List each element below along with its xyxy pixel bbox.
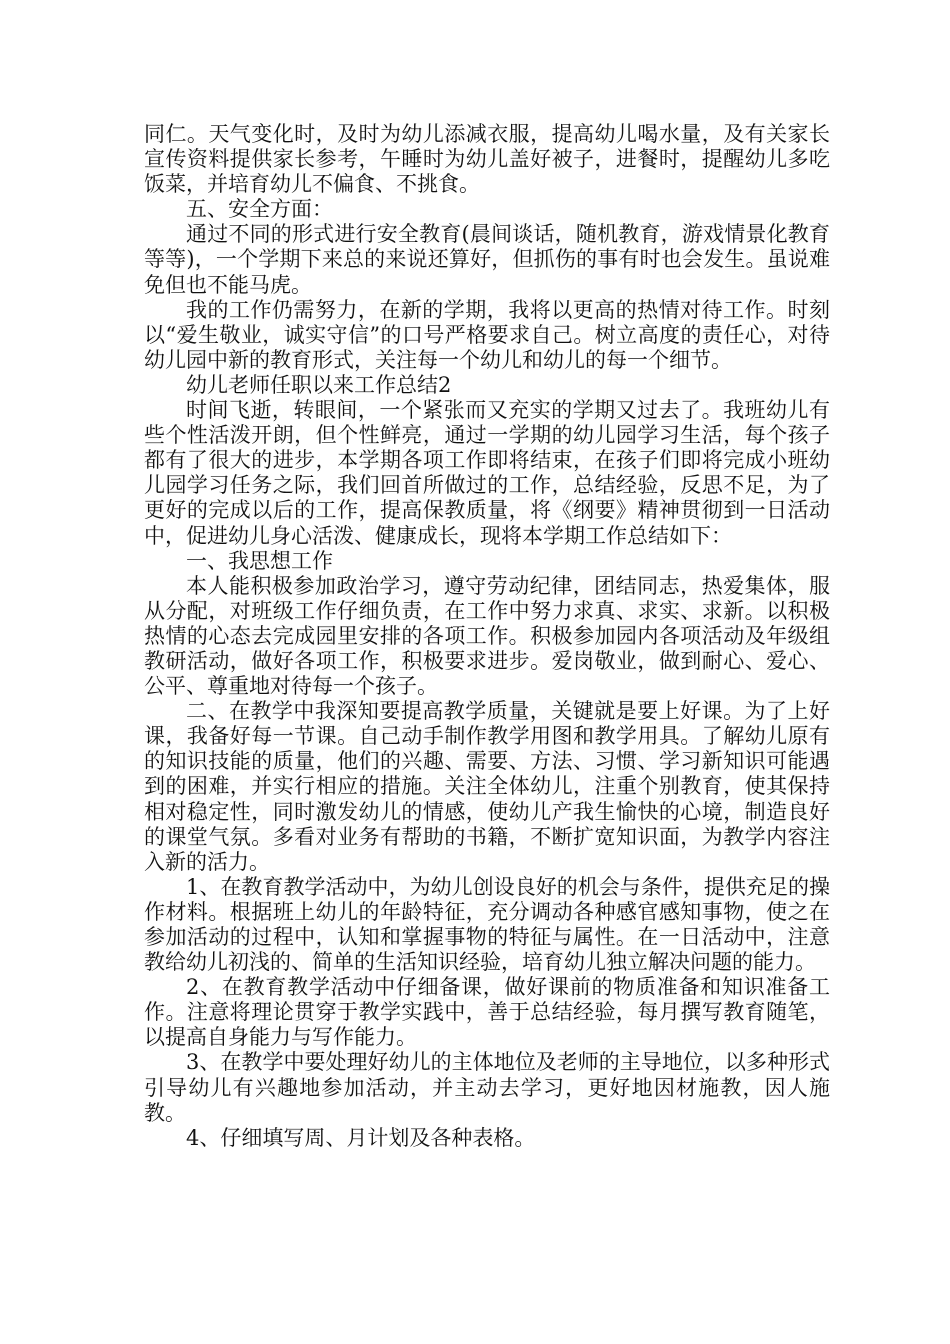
paragraph: 我的工作仍需努力，在新的学期，我将以更高的热情对待工作。时刻以“爱生敬业，诚实守信”的口号严格要求自己。树立高度的责任心，对待幼儿园中新的教育形式，关注每一个幼儿和幼儿的每一个细节。 — [144, 297, 830, 372]
section-heading: 一、我思想工作 — [186, 548, 333, 573]
paragraph: 2、在教育教学活动中仔细备课，做好课前的物质准备和知识准备工作。注意将理论贯穿于教学实践中，善于总结经验，每月撰写教育随笔，以提高自身能力与写作能力。 — [144, 975, 830, 1050]
paragraph: 通过不同的形式进行安全教育(晨间谈话，随机教育，游戏情景化教育等等)，一个学期下来总的来说还算好，但抓伤的事有时也会发生。虽说难免但也不能马虎。 — [144, 222, 830, 297]
paragraph: 二、在教学中我深知要提高教学质量，关键就是要上好课。为了上好课，我备好每一节课。自己动手制作教学用图和教学用具。了解幼儿原有的知识技能的质量，他们的兴趣、需要、方法、习惯、学习新知识可能遇到的困难，并实行相应的措施。关注全体幼儿，注重个别教育，使其保持相对稳定性，同时激发幼儿的情感，使幼儿产我生愉快的心境，制造良好的课堂气氛。多看对业务有帮助的书籍，不断扩宽知识面，为教学内容注入新的活力。 — [144, 699, 830, 874]
paragraph: 1、在教育教学活动中，为幼儿创设良好的机会与条件，提供充足的操作材料。根据班上幼儿的年龄特征，充分调动各种感官感知事物，使之在参加活动的过程中，认知和掌握事物的特征与属性。在一日活动中，注意教给幼儿初浅的、简单的生活知识经验，培育幼儿独立解决问题的能力。 — [144, 874, 830, 975]
paragraph: 3、在教学中要处理好幼儿的主体地位及老师的主导地位，以多种形式引导幼儿有兴趣地参加活动，并主动去学习，更好地因材施教，因人施教。 — [144, 1050, 830, 1125]
document-body — [144, 122, 830, 1151]
paragraph: 时间飞逝，转眼间，一个紧张而又充实的学期又过去了。我班幼儿有些个性活泼开朗，但个性鲜亮，通过一学期的幼儿园学习生活，每个孩子都有了很大的进步，本学期各项工作即将结束，在孩子们即将完成小班幼儿园学习任务之际，我们回首所做过的工作，总结经验，反思不足，为了更好的完成以后的工作，提高保教质量，将《纲要》精神贯彻到一日活动中，促进幼儿身心活泼、健康成长，现将本学期工作总结如下： — [144, 398, 830, 548]
paragraph: 本人能积极参加政治学习，遵守劳动纪律，团结同志，热爱集体，服从分配，对班级工作仔细负责，在工作中努力求真、求实、求新。以积极热情的心态去完成园里安排的各项工作。积极参加园内各项活动及年级组教研活动，做好各项工作，积极要求进步。爱岗敬业，做到耐心、爱心、公平、尊重地对待每一个孩子。 — [144, 573, 830, 699]
section-heading: 幼儿老师任职以来工作总结2 — [186, 372, 452, 397]
paragraph: 同仁。天气变化时，及时为幼儿添减衣服，提高幼儿喝水量，及有关家长宣传资料提供家长参考，午睡时为幼儿盖好被子，进餐时，提醒幼儿多吃饭菜，并培育幼儿不偏食、不挑食。 — [144, 122, 830, 197]
section-heading: 五、安全方面： — [186, 197, 333, 222]
paragraph: 4、仔细填写周、月计划及各种表格。 — [186, 1125, 536, 1150]
